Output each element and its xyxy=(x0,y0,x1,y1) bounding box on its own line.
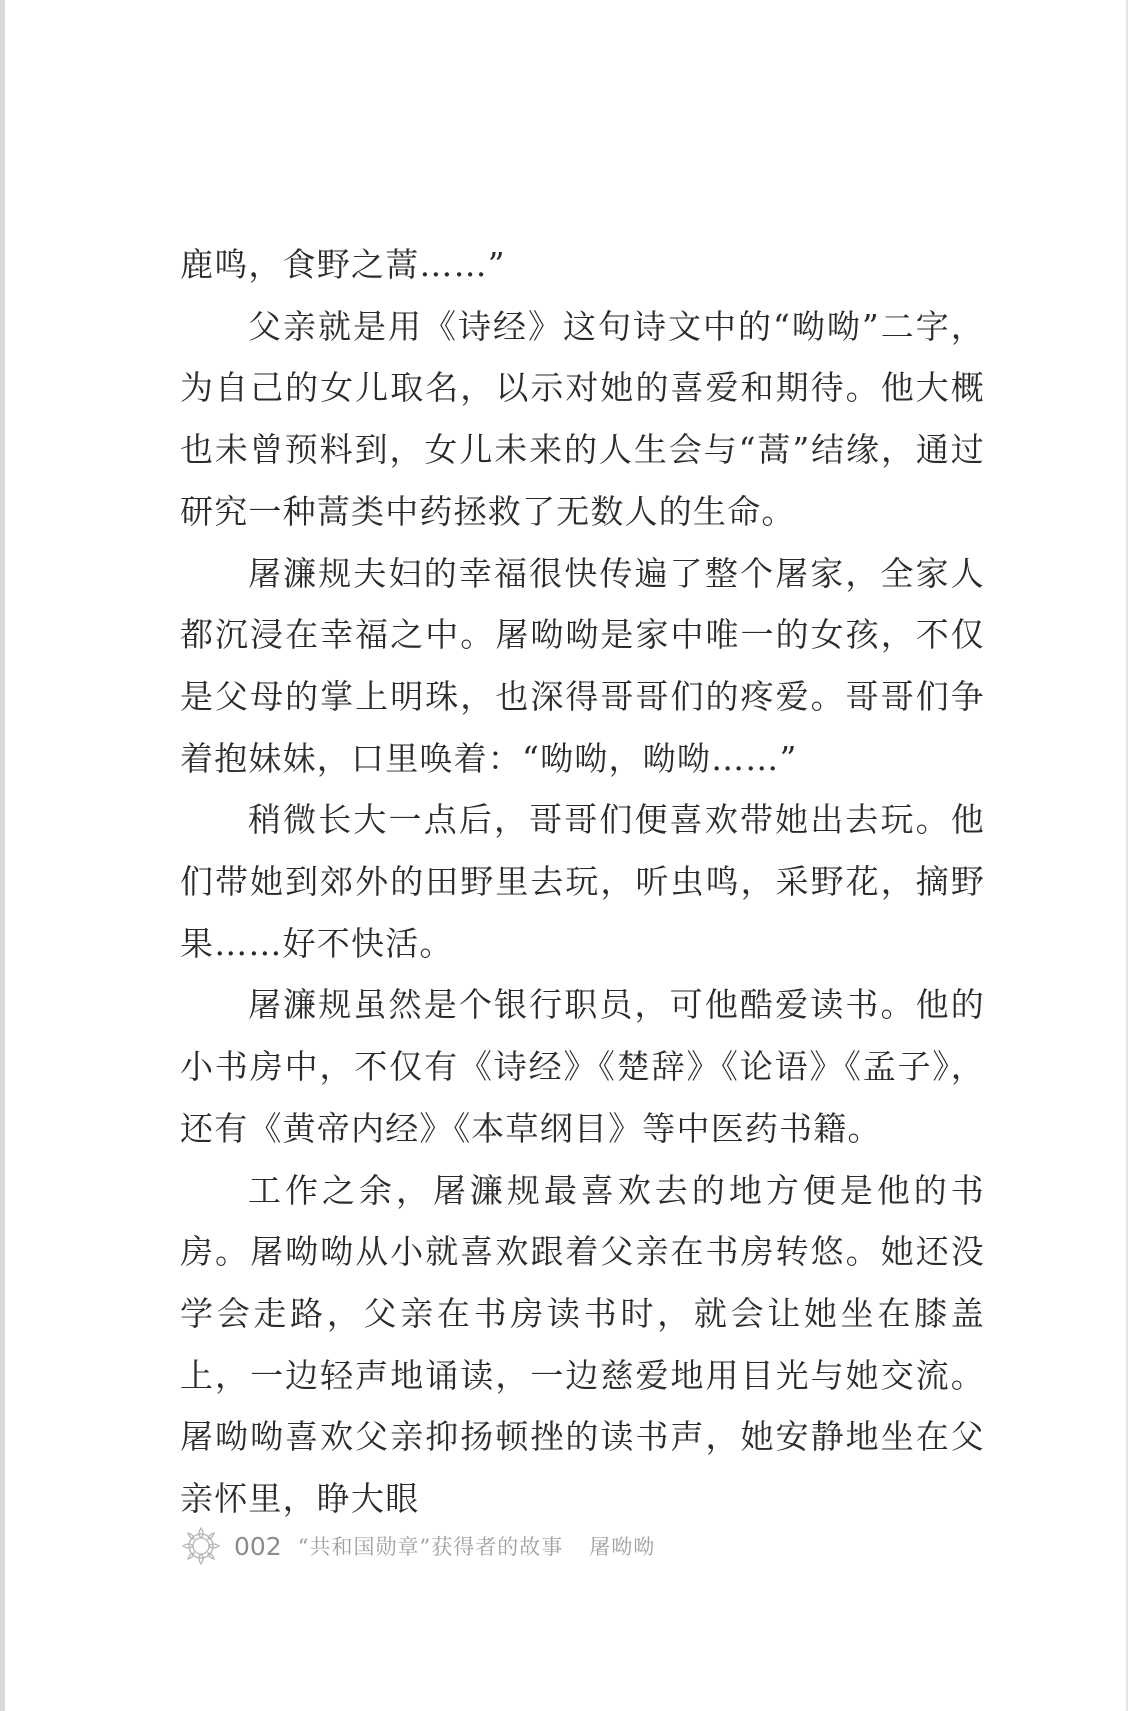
body-text xyxy=(180,234,985,1530)
running-head-author: 屠呦呦 xyxy=(589,1535,656,1559)
page-footer xyxy=(180,1523,655,1569)
paragraph: 父亲就是用《诗经》这句诗文中的“呦呦”二字，为自己的女儿取名，以示对她的喜爱和期待。他大概也未曾预料到，女儿未来的人生会与“蒿”结缘，通过研究一种蒿类中药拯救了无数人的生命。 xyxy=(180,306,985,531)
paragraph: 屠濂规虽然是个银行职员，可他酷爱读书。他的小书房中，不仅有《诗经》《楚辞》《论语》《孟子》，还有《黄帝内经》《本草纲目》等中医药书籍。 xyxy=(180,985,985,1148)
page-edge-left xyxy=(0,0,5,1711)
running-head-title: “共和国勋章”获得者的故事 xyxy=(297,1535,564,1559)
ornamental-flower-icon xyxy=(180,1525,222,1567)
paragraph: 工作之余，屠濂规最喜欢去的地方便是他的书房。屠呦呦从小就喜欢跟着父亲在书房转悠。她还没学会走路，父亲在书房读书时，就会让她坐在膝盖上，一边轻声地诵读，一边慈爱地用目光与她交流。屠呦呦喜欢父亲抑扬顿挫的读书声，她安静地坐在父亲怀里，睁大眼 xyxy=(180,1170,985,1519)
paragraph: 稍微长大一点后，哥哥们便喜欢带她出去玩。他们带她到郊外的田野里去玩，听虫鸣，采野花，摘野果……好不快活。 xyxy=(180,800,985,963)
paragraph-continuation: 鹿鸣，食野之蒿……” xyxy=(180,245,506,284)
page-edge-right xyxy=(1126,0,1128,1711)
page-number: 002 xyxy=(234,1531,282,1561)
paragraph: 屠濂规夫妇的幸福很快传遍了整个屠家，全家人都沉浸在幸福之中。屠呦呦是家中唯一的女孩，不仅是父母的掌上明珠，也深得哥哥们的疼爱。哥哥们争着抱妹妹，口里唤着：“呦呦，呦呦……” xyxy=(180,553,985,778)
